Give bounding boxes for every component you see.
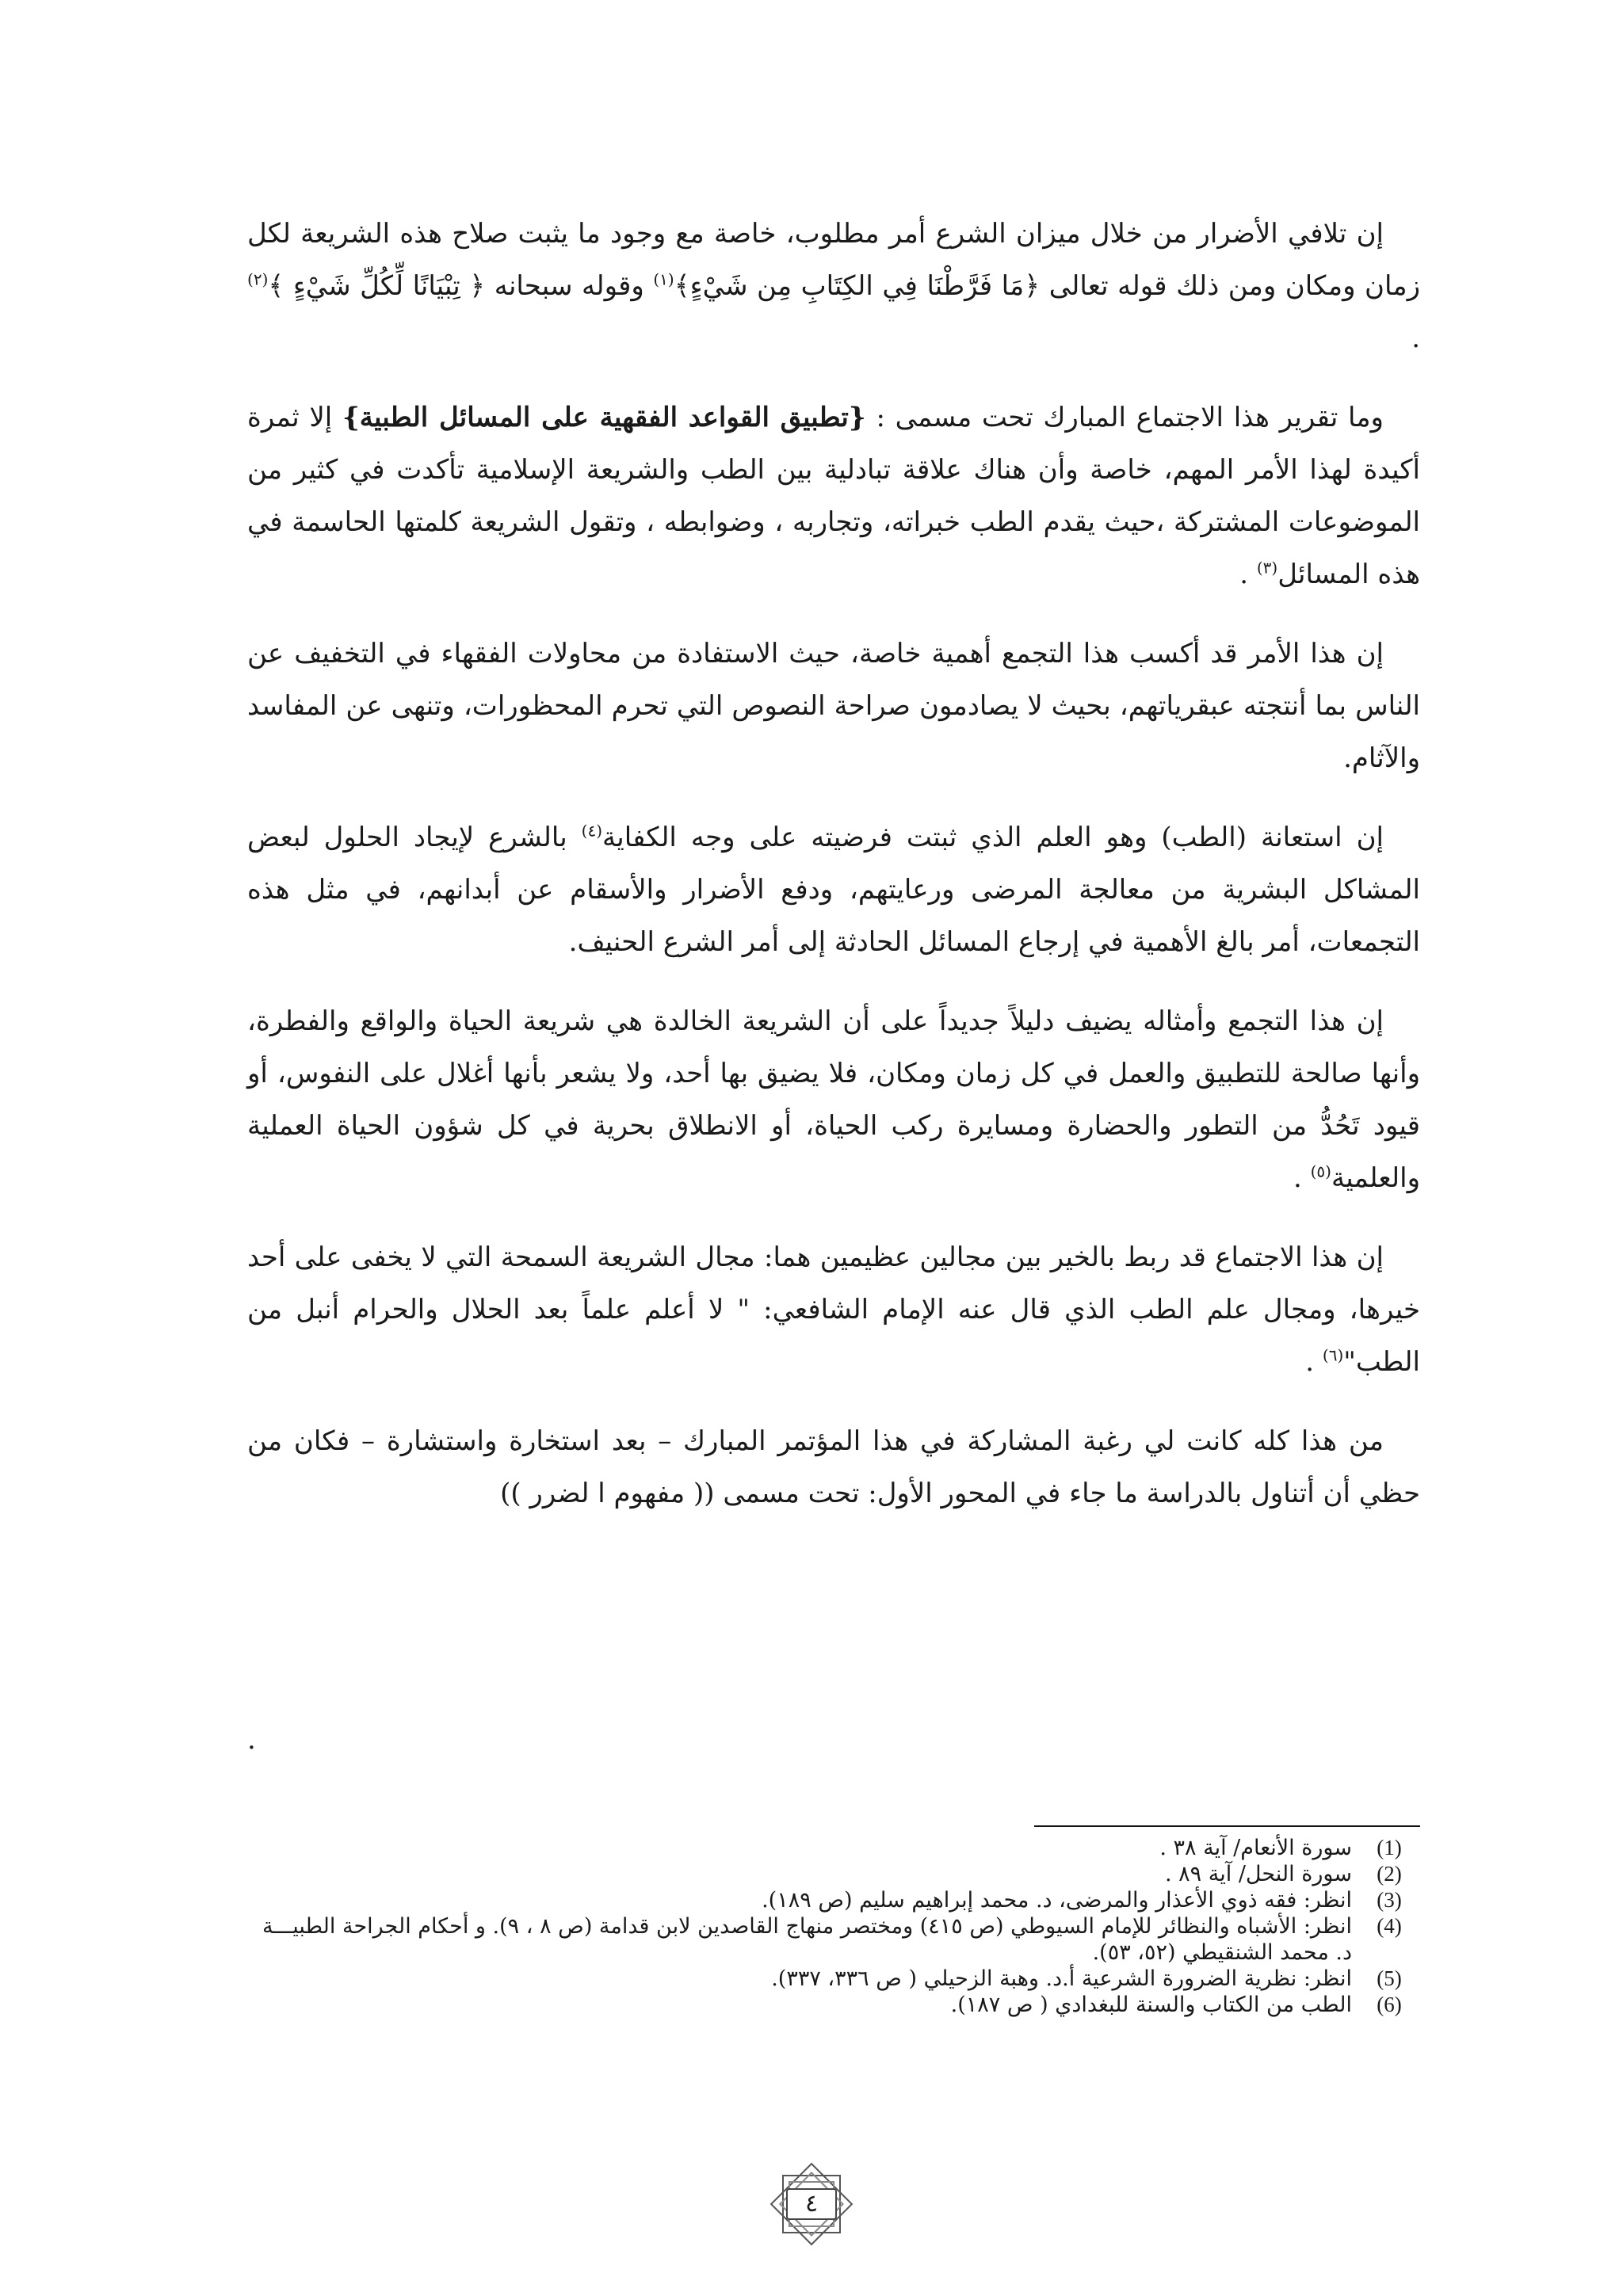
footnote-separator: [1034, 1825, 1420, 1827]
paragraph-text: إلا ثمرة أكيدة لهذا الأمر المهم، خاصة وأن هناك علاقة تبادلية بين الطب والشريعة الإسلامية تأكدت في كثير من الموضوعات المشتركة ،حيث يقدم الطب خبراته، وتجاربه ، وضوابطه ، وتقول الشريعة كلمتها الحاسمة في هذه المسائل: [247, 402, 1420, 590]
paragraph-1: [247, 208, 1420, 364]
paragraph-text: إن هذا التجمع وأمثاله يضيف دليلاً جديداً على أن الشريعة الخالدة هي شريعة الحياة والواقع والفطرة، وأنها صالحة للتطبيق والعمل في كل زمان ومكان، فلا يضيق بها أحد، ولا يشعر بأنها أغلال على النفوس، أو قيود تَحُدُّ من التطور والحضارة ومسايرة ركب الحياة، أو الانطلاق بحرية في كل شؤون الحياة العملية والعلمية: [247, 1005, 1420, 1194]
paragraph-text: .: [1239, 559, 1257, 590]
footnote-item: [247, 1992, 1420, 2018]
footnote-text: انظر: الأشباه والنظائر للإمام السيوطي (ص ٤١٥) ومختصر منهاج القاصدين لابن قدامة (ص ٨ ، ٩). و أحكام الجراحة الطبيـــة د. محمد الشنقيطي (٥٢، ٥٣).: [262, 1914, 1352, 1965]
paragraph-text: من هذا كله كانت لي رغبة المشاركة في هذا المؤتمر المبارك – بعد استخارة واستشارة – فكان من حظي أن أتناول بالدراسة ما جاء في المحور الأول: تحت مسمى (( مفهوم ا لضرر )): [247, 1425, 1420, 1509]
footnote-ref[interactable]: (٥): [1310, 1161, 1331, 1181]
trailing-dot: .: [247, 1724, 256, 1756]
footnote-ref[interactable]: (٣): [1256, 558, 1278, 578]
footnote-item: [247, 1966, 1420, 1992]
paragraph-text: إن هذا الاجتماع قد ربط بالخير بين مجالين عظيمين هما: مجال الشريعة السمحة التي لا يخفى على أحد خيرها، ومجال علم الطب الذي قال عنه الإمام الشافعي: " لا أعلم علماً بعد الحلال والحرام أنبل من الطب": [247, 1241, 1420, 1378]
paragraph-text: .: [1411, 322, 1420, 354]
paragraph-6: [247, 1231, 1420, 1388]
paragraph-7: [247, 1415, 1420, 1520]
footnote-number: (6): [1377, 1993, 1402, 2016]
paragraph-3: [247, 627, 1420, 784]
paragraph-text: وما تقرير هذا الاجتماع المبارك تحت مسمى :: [865, 402, 1384, 433]
paragraph-5: [247, 995, 1420, 1204]
footnote-item: [247, 1887, 1420, 1913]
paragraph-4: [247, 811, 1420, 968]
paragraph-text: بالشرع لإيجاد الحلول لبعض المشاكل البشرية من معالجة المرضى ورعايتهم، ودفع الأضرار والأسقام عن أبدانهم، في مثل هذه التجمعات، أمر بالغ الأهمية في إرجاع المسائل الحادثة إلى أمر الشرع الحنيف.: [247, 822, 1420, 958]
paragraph-text: .: [1293, 1162, 1311, 1194]
footnote-item: [247, 1835, 1420, 1861]
paragraph-text: إن هذا الأمر قد أكسب هذا التجمع أهمية خاصة، حيث الاستفادة من محاولات الفقهاء في التخفيف عن الناس بما أنتجته عبقرياتهم، بحيث لا يصادمون صراحة النصوص التي تحرم المحظورات، وتنهى عن المفاسد والآثام.: [247, 638, 1420, 774]
paragraph-text: إن استعانة (الطب) وهو العلم الذي ثبتت فرضيته على وجه الكفاية: [602, 822, 1384, 853]
paragraph-text: وقوله سبحانه ﴿ تِبْيَانًا لِّكُلِّ شَيْءٍ ﴾: [268, 270, 654, 302]
footnote-text: سورة النحل/ آية ٨٩ .: [1164, 1862, 1352, 1886]
footnote-text: انظر: فقه ذوي الأعذار والمرضى، د. محمد إبراهيم سليم (ص ١٨٩).: [762, 1888, 1352, 1913]
footnote-number: (2): [1377, 1862, 1402, 1886]
body-text: [247, 208, 1420, 1547]
footnotes: [247, 1835, 1420, 2018]
footnote-number: (5): [1377, 1966, 1402, 1990]
footnote-ref[interactable]: (١): [653, 269, 674, 289]
footnote-number: (4): [1377, 1914, 1402, 1938]
paragraph-text: إن تلافي الأضرار من خلال ميزان الشرع أمر مطلوب، خاصة مع وجود ما يثبت صلاح هذه الشريعة لكل زمان ومكان ومن ذلك قوله تعالى ﴿مَا فَرَّطْنَا فِي الكِتَابِ مِن شَيْءٍ﴾: [247, 218, 1421, 302]
footnote-ref[interactable]: (٢): [247, 269, 269, 289]
footnote-ref[interactable]: (٤): [581, 821, 603, 841]
footnote-item: [247, 1913, 1420, 1966]
footnote-ref[interactable]: (٦): [1322, 1345, 1344, 1365]
conference-title: {تطبيق القواعد الفقهية على المسائل الطبية}: [342, 402, 866, 433]
footnote-item: [247, 1861, 1420, 1887]
footnote-number: (1): [1377, 1836, 1402, 1859]
footnote-number: (3): [1377, 1888, 1402, 1912]
footnote-text: الطب من الكتاب والسنة للبغدادي ( ص ١٨٧).: [950, 1993, 1352, 2017]
footnote-text: انظر: نظرية الضرورة الشرعية أ.د. وهبة الزحيلي ( ص ٣٣٦، ٣٣٧).: [771, 1966, 1352, 1991]
footnote-text: سورة الأنعام/ آية ٣٨ .: [1159, 1836, 1352, 1860]
paragraph-text: .: [1305, 1346, 1323, 1378]
paragraph-2: [247, 391, 1420, 601]
page-number: ٤: [804, 2190, 819, 2218]
